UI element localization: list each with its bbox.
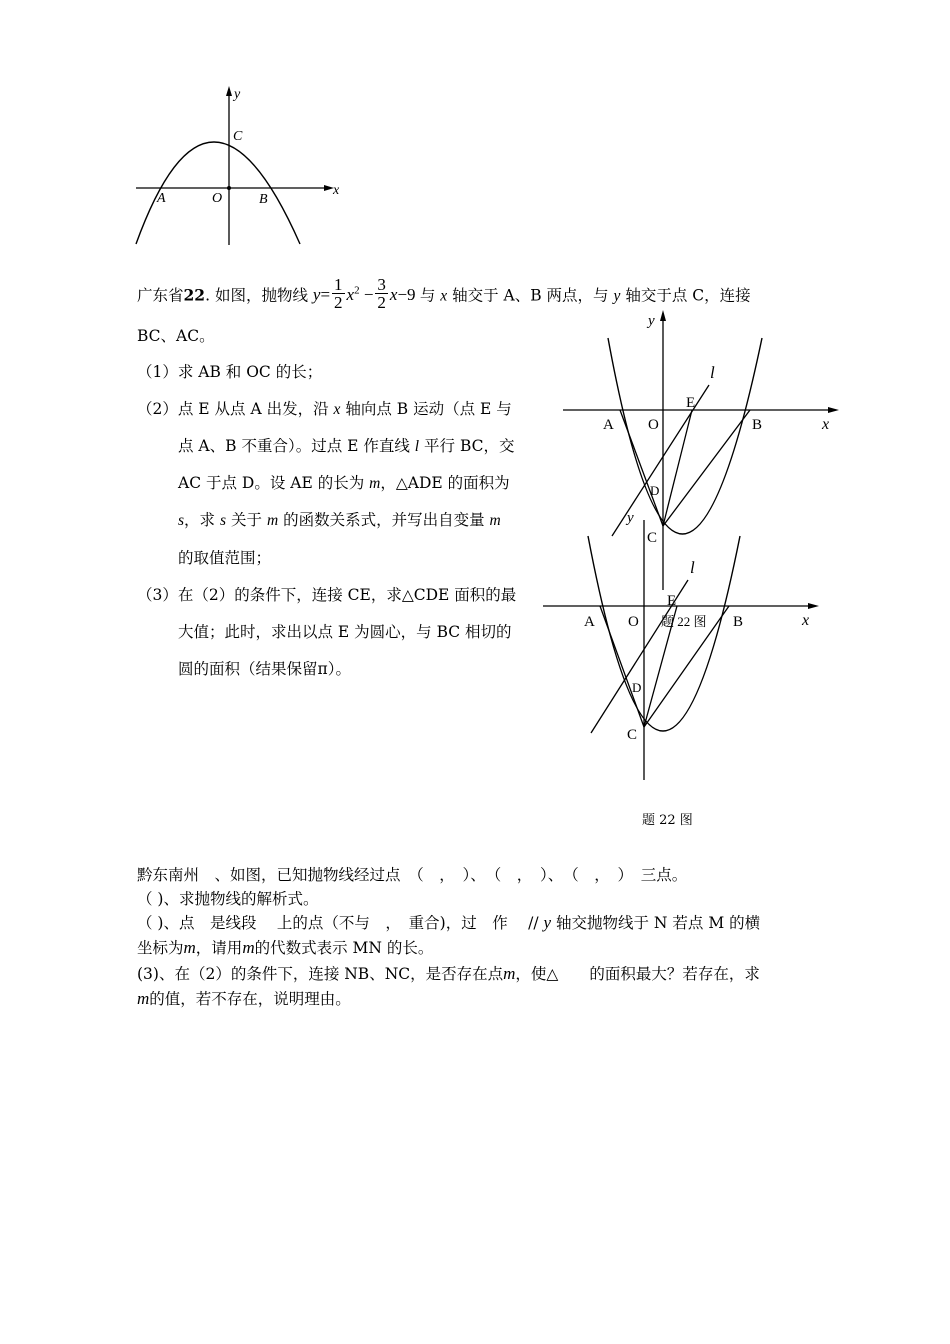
- p2-l3b: ，△ADE 的面积为: [380, 474, 510, 492]
- q22-y-var: y: [613, 287, 621, 305]
- frac2-num: 3: [377, 275, 386, 294]
- fig3-x-arrow: [808, 603, 819, 609]
- qdn-l5b: ，使△ 的面积最大？若存在，求: [515, 965, 760, 983]
- formula-x: x: [389, 285, 398, 305]
- p2-s-var: s: [178, 512, 185, 529]
- p2-l4c: 的函数关系式，并写出自变量: [283, 511, 485, 529]
- q22-part-1: （1）求 AB 和 OC 的长；: [137, 363, 323, 381]
- qdn-m-var-2: m: [242, 938, 255, 957]
- fig2-label-d: D: [650, 483, 660, 498]
- formula-minus-9: −9: [397, 285, 416, 305]
- p2-m-var-3: m: [489, 512, 501, 529]
- q22-part-3-l3: 圆的面积（结果保留π）。: [178, 660, 351, 678]
- fig1-label-b: B: [259, 192, 268, 207]
- fig3-label-d: D: [632, 680, 642, 695]
- frac2-den: 2: [377, 293, 386, 312]
- p2-m-var: m: [369, 475, 381, 492]
- qdn-l4a: 坐标为: [137, 939, 184, 957]
- fig3-label-e: E: [667, 593, 677, 609]
- fig3-label-x: x: [802, 612, 810, 629]
- fig1-label-c: C: [233, 129, 243, 144]
- qdn-l3b: 轴交抛物线于 N 若点 M 的横: [556, 914, 761, 932]
- qdn-m-var-3: m: [503, 964, 516, 983]
- fig2-label-c: C: [647, 530, 658, 546]
- formula-y: y: [312, 285, 321, 305]
- p2-x-var: x: [333, 401, 341, 418]
- fig2-label-a: A: [603, 417, 614, 433]
- qdn-line-5: [137, 964, 760, 984]
- p2-b: 轴向点 B 运动（点 E 与: [345, 400, 512, 418]
- q22-tail-b: 轴交于 A、B 两点，与: [452, 286, 609, 305]
- q22-number: 22: [183, 285, 206, 305]
- q22-tail-a: 与: [419, 286, 436, 305]
- qdn-m-var-4: m: [137, 989, 150, 1008]
- p2-m-var-2: m: [266, 512, 279, 529]
- figure-caption: 题 22 图: [642, 813, 693, 828]
- qdn-line-2: （ )、求抛物线的解析式。: [137, 890, 319, 908]
- formula-eq: =: [320, 285, 331, 305]
- p2-l2b: 平行 BC，交: [424, 437, 515, 455]
- qdn-line-1: 黔东南州 、如图，已知抛物线经过点 （ ， ）、 （ ， ）、 （ ， ） 三点。: [137, 866, 688, 884]
- formula-x-sq: x: [346, 285, 355, 305]
- q22-part-3-l1: （3）在（2）的条件下，连接 CE，求△CDE 面积的最: [137, 586, 517, 604]
- p2-l3a: AC 于点 D。设 AE 的长为: [178, 474, 365, 492]
- p2-s-var-2: s: [220, 512, 227, 529]
- fig2-label-l: l: [710, 363, 715, 382]
- q22-tail-c: 轴交于点 C，连接: [625, 286, 751, 305]
- fig3-label-o: O: [628, 614, 639, 630]
- frac1-den: 2: [334, 293, 343, 312]
- q22-part-2-l5: 的取值范围；: [178, 549, 272, 567]
- qdn-l4c: 的代数式表示 MN 的长。: [254, 939, 434, 957]
- fig3-label-a: A: [584, 614, 595, 630]
- fig1-label-a: A: [157, 191, 166, 206]
- qdn-line-6: [137, 989, 351, 1009]
- q22-x-var: x: [440, 287, 448, 305]
- qdn-l5a: (3)、在（2）的条件下，连接 NB、NC，是否存在点: [137, 965, 504, 983]
- fig3-caption-overlap: 题 22 图: [661, 614, 707, 629]
- fig2-label-e: E: [686, 395, 696, 411]
- qdn-m-var: m: [183, 938, 196, 957]
- fig3-label-b: B: [733, 614, 744, 630]
- qdn-y-var: y: [543, 913, 552, 932]
- p2-l-var: l: [414, 438, 420, 455]
- formula-minus-1: −: [363, 285, 374, 305]
- q22-part-3-l2: 大值；此时，求出以点 E 为圆心，与 BC 相切的: [178, 623, 512, 641]
- p2-l2: 点 A、B 不重合）。过点 E 作直线: [178, 437, 410, 455]
- q22-intro: . 如图，抛物线: [205, 286, 308, 305]
- fig1-label-x: x: [333, 183, 340, 198]
- fig3-label-l: l: [690, 558, 695, 577]
- formula-exp: 2: [354, 284, 360, 297]
- p2-l4b: 关于: [230, 511, 262, 529]
- p2-a: （2）点 E 从点 A 出发，沿: [137, 400, 329, 418]
- q22-province: 广东省: [137, 286, 184, 305]
- qdn-l6b: 的值，若不存在，说明理由。: [149, 990, 351, 1008]
- fig2-label-b: B: [752, 417, 763, 433]
- qdn-line-4: [137, 938, 433, 958]
- frac1-num: 1: [334, 275, 343, 294]
- fig3-label-y: y: [627, 510, 634, 526]
- qdn-l3a: （ )、点 是线段 上的点（不与 ， 重合)，过 作 //: [137, 914, 539, 932]
- fig2-label-x: x: [822, 416, 830, 433]
- fig3-label-c: C: [627, 727, 638, 743]
- q22-line-2: BC、AC。: [137, 327, 215, 345]
- p2-l4a: ，求: [184, 511, 216, 529]
- fig2-label-o: O: [648, 417, 659, 433]
- qdn-l4b: ，请用: [195, 939, 243, 957]
- fig1-label-o: O: [212, 191, 223, 206]
- qdn-line-3: [137, 913, 760, 933]
- fig1-label-y: y: [234, 87, 241, 102]
- fig2-label-y: y: [648, 313, 655, 329]
